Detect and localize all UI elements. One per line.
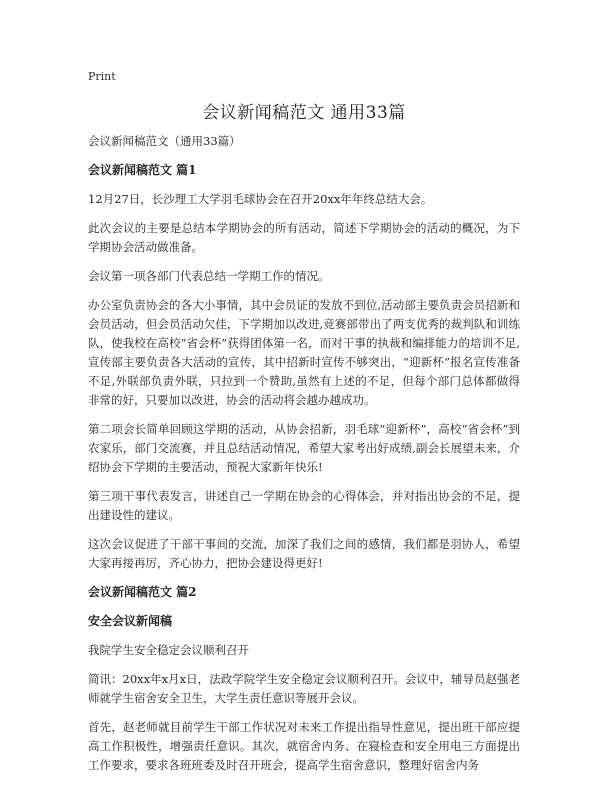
paragraph: 第三项干事代表发言，讲述自己一学期在协会的心得体会，并对指出协会的不足，提出建设性的建议。 xyxy=(88,489,520,522)
section-subheading: 安全会议新闻稿 xyxy=(88,614,173,628)
paragraph: 我院学生安全稳定会议顺利召开 xyxy=(88,643,249,657)
paragraph: 办公室负责协会的各大小事情，其中会员证的发放不到位,活动部主要负责会员招新和会员活动，但会员活动欠佳，下学期加以改进,竞赛部带出了两支优秀的裁判队和训练队，使我校在高校“省会杯”获得团体第一名，而对干事的执裁和编排能力的培训不足,宣传部主要负责各大活动的宣传，其中招新时宣传不够突出，“迎新杯”报名宣传准备不足,外联部负责外联，只拉到一个赞助,虽然有上述的不足，但每个部门总体都做得非常的好，只要加以改进，协会的活动将会越办越成功。 xyxy=(88,298,520,407)
page-title: 会议新闻稿范文 通用33篇 xyxy=(202,103,406,123)
article-subtitle: 会议新闻稿范文（通用33篇） xyxy=(88,134,241,148)
paragraph: 12月27日，长沙理工大学羽毛球协会在召开20xx年年终总结大会。 xyxy=(88,192,433,206)
paragraph: 这次会议促进了干部干事间的交流，加深了我们之间的感情，我们都是羽协人，希望大家再接再厉，齐心协力，把协会建设得更好! xyxy=(88,537,520,570)
section-heading: 会议新闻稿范文 篇2 xyxy=(88,585,197,599)
paragraph: 第二项会长简单回顾这学期的活动，从协会招新，羽毛球“迎新杯”，高校“省会杯”到农家乐，部门交流赛，并且总结活动情况，希望大家考出好成绩,副会长展望未来，介绍协会下学期的主要活动，预祝大家新年快乐! xyxy=(88,422,520,474)
section-heading: 会议新闻稿范文 篇1 xyxy=(88,163,197,177)
paragraph: 简讯：20xx年x月x日，法政学院学生安全稳定会议顺利召开。会议中，辅导员赵强老师就学生宿舍安全卫生，大学生责任意识等展开会议。 xyxy=(88,672,520,705)
print-link[interactable]: Print xyxy=(88,70,116,83)
paragraph: 首先，赵老师就目前学生干部工作状况对未来工作提出指导性意见，提出班干部应提高工作积极性，增强责任意识。其次，就宿舍内务、在寝检查和安全用电三方面提出工作要求，要求各班班委及时召开班会，提高学生宿舍意识，整理好宿舍内务 xyxy=(88,720,520,772)
paragraph: 此次会议的主要是总结本学期协会的所有活动，简述下学期协会的活动的概况，为下学期协会活动做准备。 xyxy=(88,221,520,254)
article-body xyxy=(88,132,520,785)
paragraph: 会议第一项各部门代表总结一学期工作的情况。 xyxy=(88,269,330,283)
